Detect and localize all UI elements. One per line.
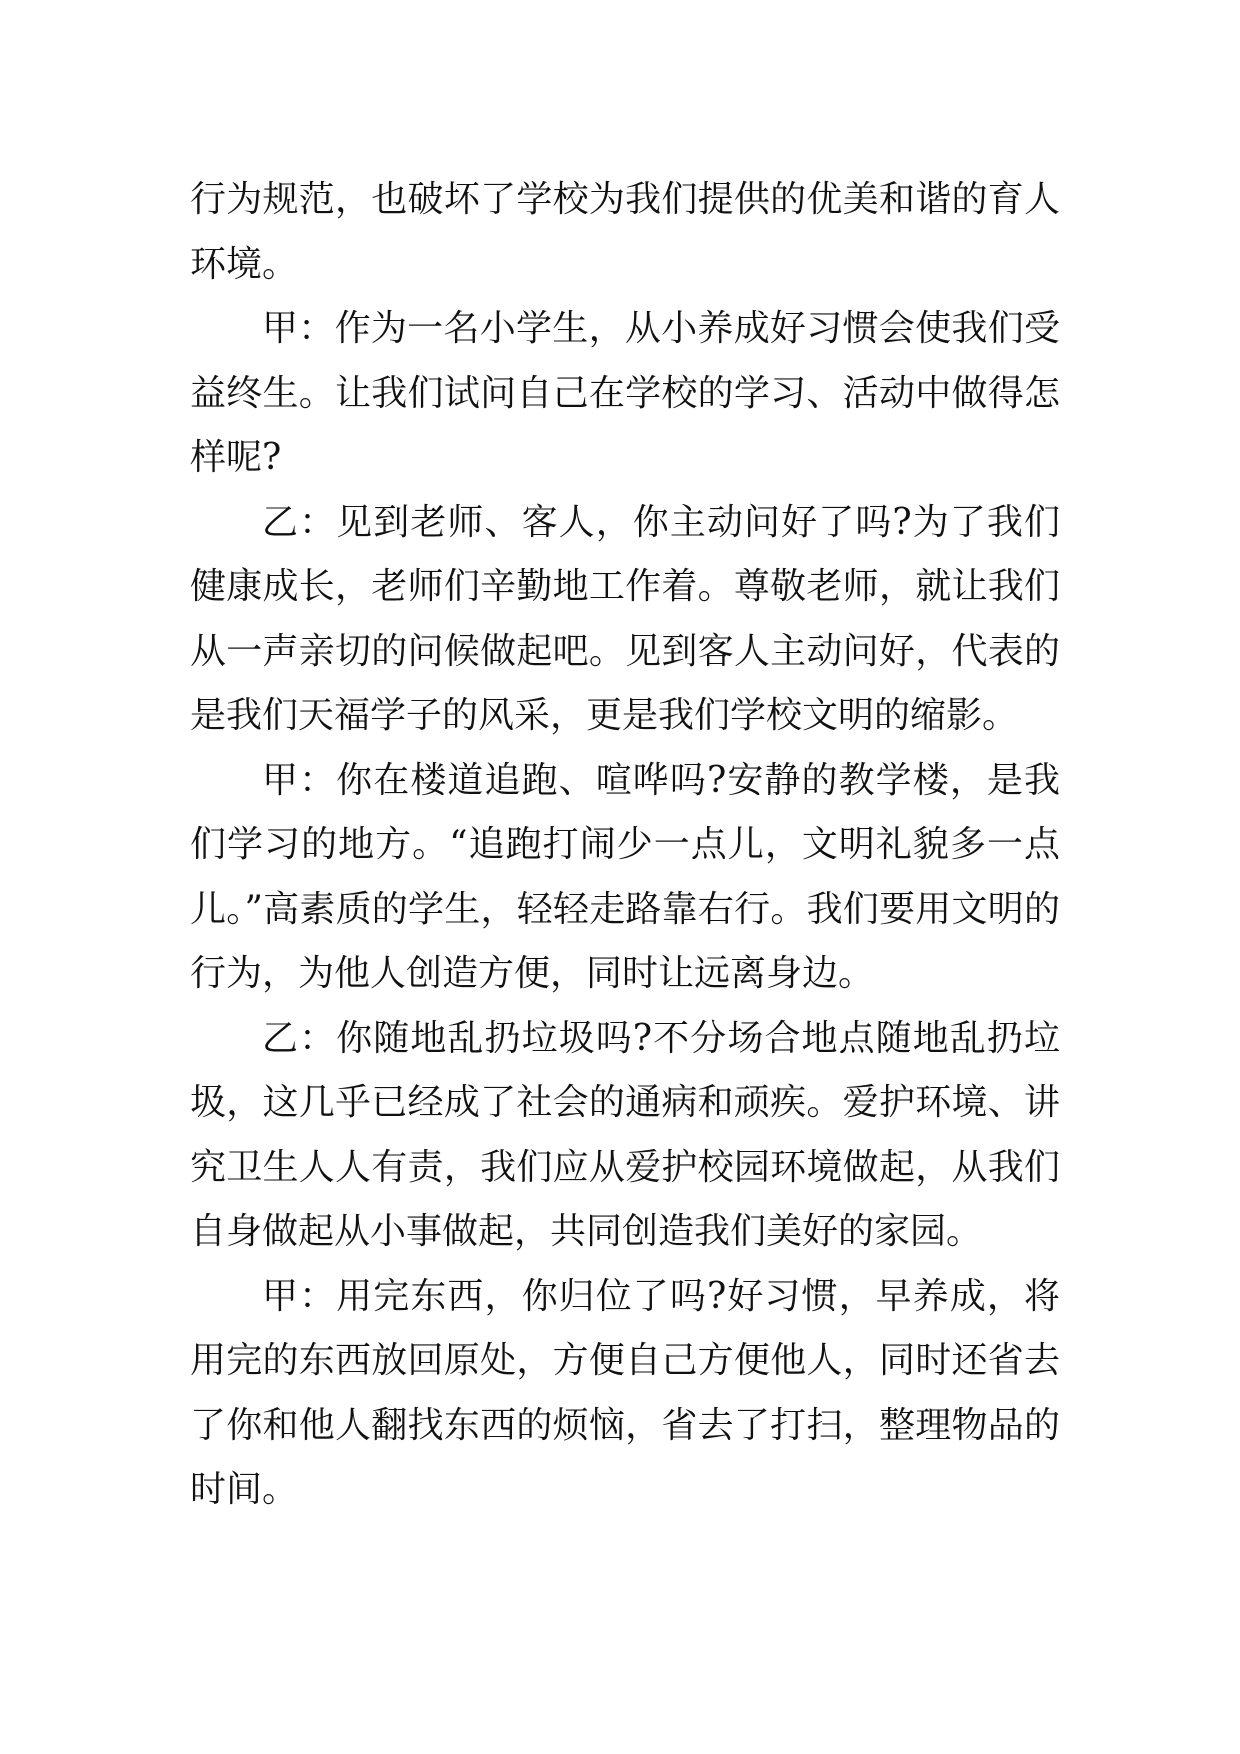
paragraph-4: 甲：你在楼道追跑、喧哗吗?安静的教学楼，是我们学习的地方。“追跑打闹少一点儿，文明礼貌多一点儿。”高素质的学生，轻轻走路靠右行。我们要用文明的行为，为他人创造方便，同时让远离身边。 xyxy=(190,759,1060,994)
paragraph-3: 乙：见到老师、客人，你主动问好了吗?为了我们健康成长，老师们辛勤地工作着。尊敬老师，就让我们从一声亲切的问候做起吧。见到客人主动问好，代表的是我们天福学子的风采，更是我们学校文明的缩影。 xyxy=(190,501,1060,736)
paragraph-6: 甲：用完东西，你归位了吗?好习惯，早养成，将用完的东西放回原处，方便自己方便他人，同时还省去了你和他人翻找东西的烦恼，省去了打扫，整理物品的时间。 xyxy=(190,1275,1060,1510)
paragraph-5: 乙：你随地乱扔垃圾吗?不分场合地点随地乱扔垃圾，这几乎已经成了社会的通病和顽疾。爱护环境、讲究卫生人人有责，我们应从爱护校园环境做起，从我们自身做起从小事做起，共同创造我们美好的家园。 xyxy=(190,1017,1060,1252)
paragraph-2: 甲：作为一名小学生，从小养成好习惯会使我们受益终生。让我们试问自己在学校的学习、活动中做得怎样呢? xyxy=(190,308,1060,478)
document-body xyxy=(190,168,1060,1523)
paragraph-1: 行为规范，也破坏了学校为我们提供的优美和谐的育人环境。 xyxy=(190,179,1060,285)
